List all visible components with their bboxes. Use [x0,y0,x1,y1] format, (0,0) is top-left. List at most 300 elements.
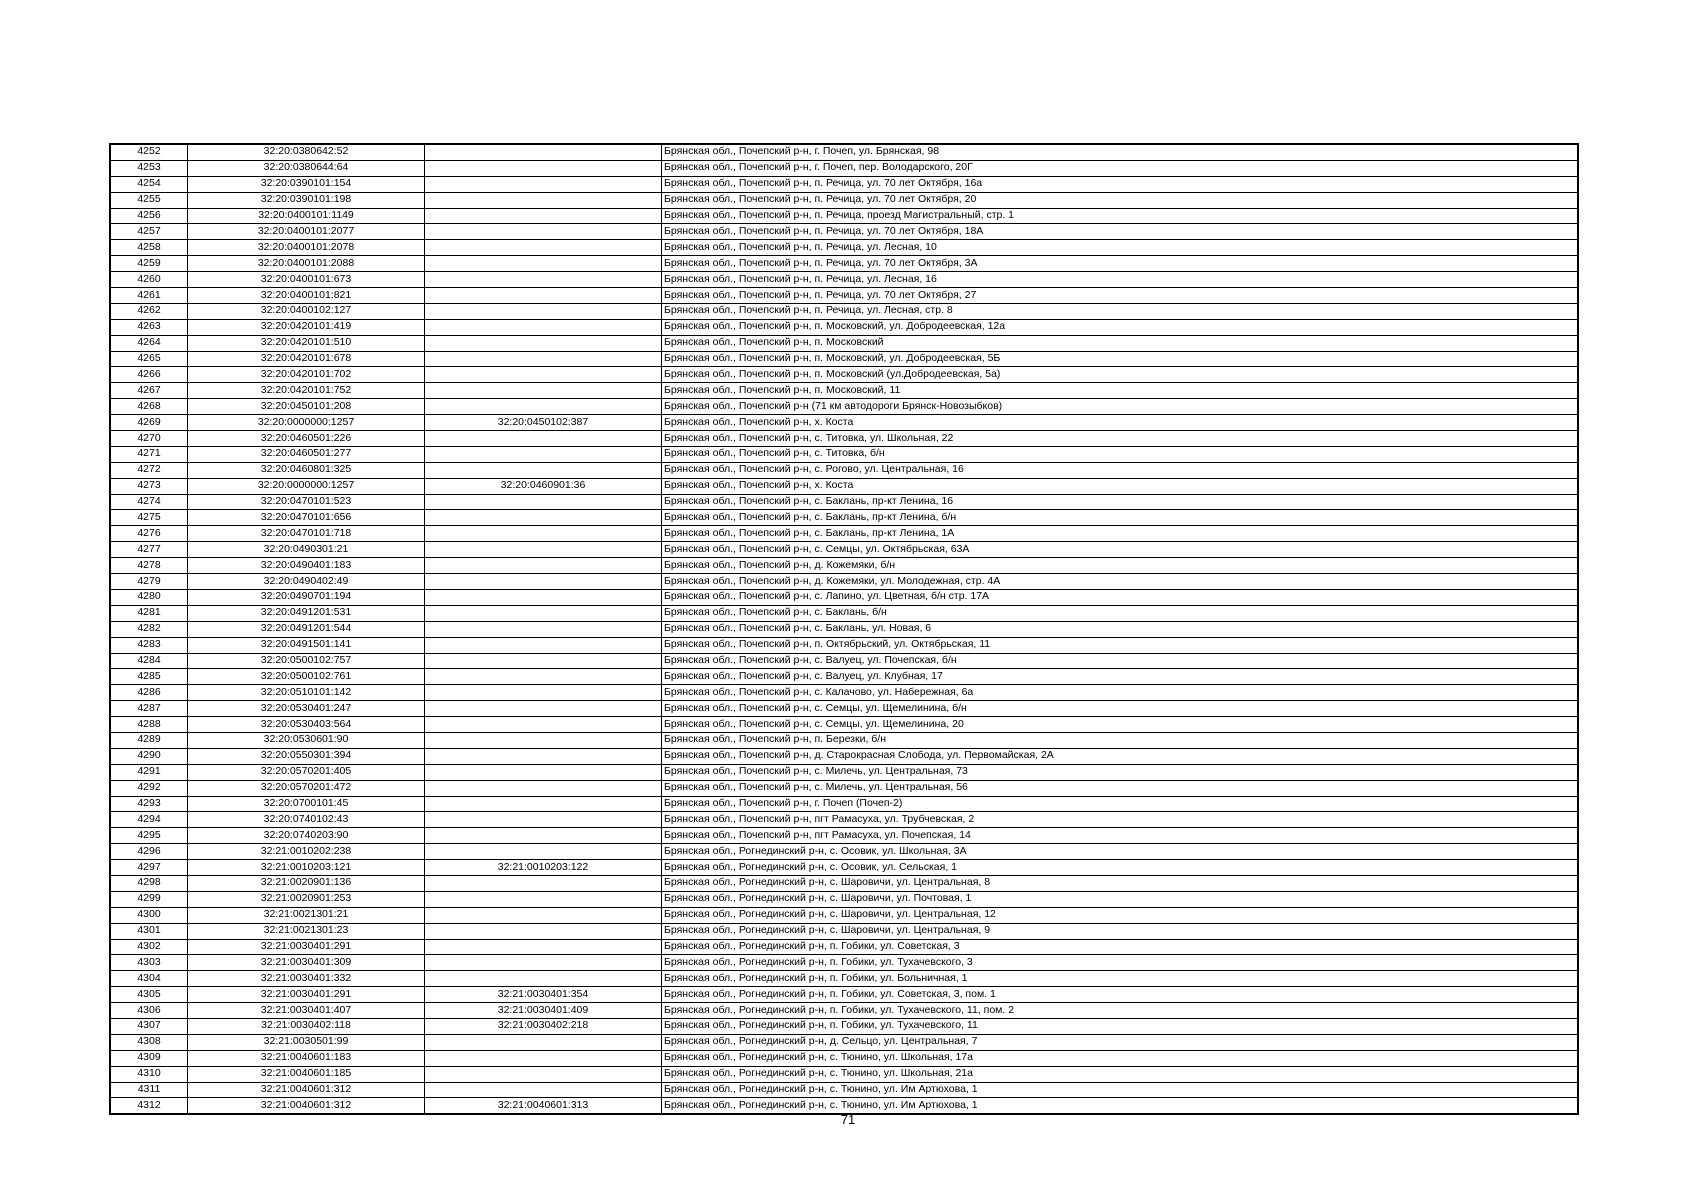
related-cadastral-number-cell [425,669,662,685]
related-cadastral-number-cell [425,621,662,637]
cadastral-number-cell: 32:21:0021301:21 [188,907,425,923]
address-cell: Брянская обл., Почепский р-н (71 км автодороги Брянск-Новозыбков) [662,399,1579,415]
table-row [110,526,1578,542]
cadastral-number-cell: 32:20:0491501:141 [188,637,425,653]
table-row [110,1034,1578,1050]
address-cell: Брянская обл., Почепский р-н, п. Речица, ул. 70 лет Октября, 27 [662,288,1579,304]
related-cadastral-number-cell [425,875,662,891]
cadastral-number-cell: 32:21:0030501:99 [188,1034,425,1050]
address-cell: Брянская обл., Почепский р-н, п. Речица, ул. 70 лет Октября, 18А [662,224,1579,240]
related-cadastral-number-cell [425,431,662,447]
row-number-cell: 4272 [110,462,188,478]
cadastral-number-cell: 32:21:0020901:136 [188,875,425,891]
related-cadastral-number-cell: 32:20:0460901:36 [425,478,662,494]
cadastral-number-cell: 32:20:0400101:821 [188,288,425,304]
address-cell: Брянская обл., Почепский р-н, с. Лапино, ул. Цветная, б/н стр. 17А [662,589,1579,605]
related-cadastral-number-cell [425,494,662,510]
row-number-cell: 4284 [110,653,188,669]
address-cell: Брянская обл., Почепский р-н, с. Баклань, пр-кт Ленина, б/н [662,510,1579,526]
address-cell: Брянская обл., Почепский р-н, с. Милечь, ул. Центральная, 73 [662,764,1579,780]
row-number-cell: 4289 [110,732,188,748]
table-row [110,589,1578,605]
cadastral-number-cell: 32:20:0500102:761 [188,669,425,685]
cadastral-number-cell: 32:20:0530401:247 [188,701,425,717]
address-cell: Брянская обл., Почепский р-н, с. Калачово, ул. Набережная, 6а [662,685,1579,701]
cadastral-number-cell: 32:21:0040601:312 [188,1082,425,1098]
table-row [110,621,1578,637]
table-row [110,208,1578,224]
table-row [110,144,1578,160]
related-cadastral-number-cell: 32:20:0450102:387 [425,415,662,431]
row-number-cell: 4295 [110,828,188,844]
cadastral-number-cell: 32:20:0570201:405 [188,764,425,780]
table-row [110,558,1578,574]
address-cell: Брянская обл., Почепский р-н, г. Почеп, пер. Володарского, 20Г [662,160,1579,176]
cadastral-number-cell: 32:21:0040601:183 [188,1050,425,1066]
row-number-cell: 4276 [110,526,188,542]
cadastral-number-cell: 32:20:0420101:752 [188,383,425,399]
related-cadastral-number-cell [425,224,662,240]
cadastral-number-cell: 32:20:0460501:277 [188,446,425,462]
cadastral-number-cell: 32:20:0420101:678 [188,351,425,367]
related-cadastral-number-cell [425,446,662,462]
table-row [110,478,1578,494]
address-cell: Брянская обл., Рогнединский р-н, с. Тюнино, ул. Школьная, 17а [662,1050,1579,1066]
row-number-cell: 4296 [110,844,188,860]
table-row [110,1018,1578,1034]
table-row [110,764,1578,780]
cadastral-number-cell: 32:20:0420101:419 [188,319,425,335]
related-cadastral-number-cell [425,891,662,907]
table-row [110,1066,1578,1082]
cadastral-number-cell: 32:20:0491201:544 [188,621,425,637]
related-cadastral-number-cell [425,367,662,383]
address-cell: Брянская обл., Рогнединский р-н, с. Тюнино, ул. Им Артюхова, 1 [662,1098,1579,1114]
related-cadastral-number-cell [425,701,662,717]
related-cadastral-number-cell [425,828,662,844]
table-row [110,923,1578,939]
row-number-cell: 4281 [110,605,188,621]
row-number-cell: 4264 [110,335,188,351]
table-row [110,780,1578,796]
cadastral-number-cell: 32:20:0400101:673 [188,272,425,288]
cadastral-number-cell: 32:20:0000000:1257 [188,415,425,431]
row-number-cell: 4265 [110,351,188,367]
cadastral-number-cell: 32:21:0040601:312 [188,1098,425,1114]
address-cell: Брянская обл., Почепский р-н, п. Речица, ул. 70 лет Октября, 16а [662,176,1579,192]
related-cadastral-number-cell [425,558,662,574]
table-row [110,653,1578,669]
row-number-cell: 4292 [110,780,188,796]
address-cell: Брянская обл., Почепский р-н, д. Старокрасная Слобода, ул. Первомайская, 2А [662,748,1579,764]
address-cell: Брянская обл., Почепский р-н, г. Почеп (Почеп-2) [662,796,1579,812]
cadastral-number-cell: 32:20:0400101:2088 [188,256,425,272]
address-cell: Брянская обл., Почепский р-н, п. Московский, ул. Добродеевская, 5Б [662,351,1579,367]
address-cell: Брянская обл., Почепский р-н, п. Московский (ул.Добродеевская, 5а) [662,367,1579,383]
table-row [110,431,1578,447]
related-cadastral-number-cell [425,685,662,701]
row-number-cell: 4278 [110,558,188,574]
cadastral-number-cell: 32:20:0400101:1149 [188,208,425,224]
cadastral-number-cell: 32:20:0380644:64 [188,160,425,176]
table-row [110,812,1578,828]
cadastral-number-cell: 32:20:0500102:757 [188,653,425,669]
table-row [110,955,1578,971]
table-row [110,732,1578,748]
address-cell: Брянская обл., Почепский р-н, п. Московский, 11 [662,383,1579,399]
row-number-cell: 4263 [110,319,188,335]
cadastral-number-cell: 32:20:0490701:194 [188,589,425,605]
related-cadastral-number-cell [425,1066,662,1082]
row-number-cell: 4273 [110,478,188,494]
table-row [110,272,1578,288]
table-row [110,224,1578,240]
row-number-cell: 4287 [110,701,188,717]
related-cadastral-number-cell [425,717,662,733]
related-cadastral-number-cell [425,939,662,955]
cadastral-number-cell: 32:21:0030402:118 [188,1018,425,1034]
address-cell: Брянская обл., Рогнединский р-н, с. Тюнино, ул. Школьная, 21а [662,1066,1579,1082]
row-number-cell: 4304 [110,971,188,987]
address-cell: Брянская обл., Рогнединский р-н, п. Гобики, ул. Больничная, 1 [662,971,1579,987]
row-number-cell: 4254 [110,176,188,192]
address-cell: Брянская обл., Рогнединский р-н, с. Шаровичи, ул. Центральная, 8 [662,875,1579,891]
table-row [110,637,1578,653]
address-cell: Брянская обл., Почепский р-н, п. Березки, б/н [662,732,1579,748]
address-cell: Брянская обл., Рогнединский р-н, с. Осовик, ул. Школьная, 3А [662,844,1579,860]
table-row [110,192,1578,208]
address-cell: Брянская обл., Рогнединский р-н, п. Гобики, ул. Советская, 3, пом. 1 [662,987,1579,1003]
table-row [110,256,1578,272]
related-cadastral-number-cell: 32:21:0030401:409 [425,1003,662,1019]
row-number-cell: 4255 [110,192,188,208]
cadastral-number-cell: 32:20:0470101:718 [188,526,425,542]
row-number-cell: 4309 [110,1050,188,1066]
address-cell: Брянская обл., Почепский р-н, д. Кожемяки, б/н [662,558,1579,574]
related-cadastral-number-cell [425,319,662,335]
table-row [110,462,1578,478]
cadastral-number-cell: 32:20:0460501:226 [188,431,425,447]
related-cadastral-number-cell [425,574,662,590]
cadastral-number-cell: 32:20:0740102:43 [188,812,425,828]
address-cell: Брянская обл., Почепский р-н, с. Баклань, пр-кт Ленина, 1А [662,526,1579,542]
address-cell: Брянская обл., Почепский р-н, с. Баклань, пр-кт Ленина, 16 [662,494,1579,510]
address-cell: Брянская обл., Почепский р-н, с. Семцы, ул. Щемелинина, 20 [662,717,1579,733]
row-number-cell: 4282 [110,621,188,637]
table-row [110,891,1578,907]
row-number-cell: 4277 [110,542,188,558]
row-number-cell: 4271 [110,446,188,462]
address-cell: Брянская обл., Рогнединский р-н, п. Гобики, ул. Тухачевского, 11, пом. 2 [662,1003,1579,1019]
row-number-cell: 4274 [110,494,188,510]
row-number-cell: 4267 [110,383,188,399]
related-cadastral-number-cell [425,240,662,256]
cadastral-number-cell: 32:20:0550301:394 [188,748,425,764]
table-row [110,701,1578,717]
page-number: 71 [840,1112,856,1127]
address-cell: Брянская обл., Почепский р-н, х. Коста [662,478,1579,494]
table-row [110,907,1578,923]
row-number-cell: 4298 [110,875,188,891]
row-number-cell: 4280 [110,589,188,605]
row-number-cell: 4270 [110,431,188,447]
table-row [110,685,1578,701]
cadastral-number-cell: 32:21:0030401:332 [188,971,425,987]
row-number-cell: 4291 [110,764,188,780]
row-number-cell: 4269 [110,415,188,431]
related-cadastral-number-cell [425,542,662,558]
related-cadastral-number-cell [425,955,662,971]
table-row [110,288,1578,304]
table-row [110,875,1578,891]
cadastral-number-cell: 32:20:0490301:21 [188,542,425,558]
table-row [110,860,1578,876]
address-cell: Брянская обл., Рогнединский р-н, с. Шаровичи, ул. Почтовая, 1 [662,891,1579,907]
table-row [110,844,1578,860]
cadastral-number-cell: 32:20:0740203:90 [188,828,425,844]
cadastral-number-cell: 32:21:0030401:291 [188,987,425,1003]
row-number-cell: 4252 [110,144,188,160]
related-cadastral-number-cell [425,1034,662,1050]
cadastral-number-cell: 32:20:0380642:52 [188,144,425,160]
related-cadastral-number-cell [425,510,662,526]
address-cell: Брянская обл., Почепский р-н, пгт Рамасуха, ул. Почепская, 14 [662,828,1579,844]
table-row [110,1050,1578,1066]
address-cell: Брянская обл., Рогнединский р-н, п. Гобики, ул. Советская, 3 [662,939,1579,955]
row-number-cell: 4307 [110,1018,188,1034]
related-cadastral-number-cell [425,780,662,796]
cadastral-number-cell: 32:20:0460801:325 [188,462,425,478]
related-cadastral-number-cell [425,208,662,224]
address-cell: Брянская обл., Почепский р-н, с. Рогово, ул. Центральная, 16 [662,462,1579,478]
cadastral-number-cell: 32:21:0010202:238 [188,844,425,860]
row-number-cell: 4285 [110,669,188,685]
related-cadastral-number-cell [425,176,662,192]
address-cell: Брянская обл., Почепский р-н, д. Кожемяки, ул. Молодежная, стр. 4А [662,574,1579,590]
address-cell: Брянская обл., Почепский р-н, п. Речица, ул. 70 лет Октября, 20 [662,192,1579,208]
cadastral-number-cell: 32:20:0390101:154 [188,176,425,192]
related-cadastral-number-cell [425,637,662,653]
cadastral-number-cell: 32:20:0400102:127 [188,303,425,319]
table-row [110,828,1578,844]
cadastral-number-cell: 32:20:0510101:142 [188,685,425,701]
table-row [110,415,1578,431]
address-cell: Брянская обл., Почепский р-н, г. Почеп, ул. Брянская, 98 [662,144,1579,160]
address-cell: Брянская обл., Почепский р-н, п. Московский, ул. Добродеевская, 12а [662,319,1579,335]
table-row [110,367,1578,383]
related-cadastral-number-cell [425,605,662,621]
cadastral-number-cell: 32:20:0490401:183 [188,558,425,574]
address-cell: Брянская обл., Рогнединский р-н, п. Гобики, ул. Тухачевского, 3 [662,955,1579,971]
table-row [110,574,1578,590]
table-row [110,510,1578,526]
table-row [110,160,1578,176]
related-cadastral-number-cell: 32:21:0010203:122 [425,860,662,876]
related-cadastral-number-cell [425,272,662,288]
table-row [110,303,1578,319]
cadastral-number-cell: 32:21:0030401:309 [188,955,425,971]
row-number-cell: 4286 [110,685,188,701]
table-body [110,144,1578,1114]
row-number-cell: 4279 [110,574,188,590]
related-cadastral-number-cell [425,589,662,605]
related-cadastral-number-cell [425,303,662,319]
address-cell: Брянская обл., Рогнединский р-н, п. Гобики, ул. Тухачевского, 11 [662,1018,1579,1034]
row-number-cell: 4290 [110,748,188,764]
cadastral-number-cell: 32:21:0021301:23 [188,923,425,939]
related-cadastral-number-cell [425,971,662,987]
table-row [110,319,1578,335]
table-row [110,748,1578,764]
table-row [110,335,1578,351]
related-cadastral-number-cell [425,288,662,304]
cadastral-number-cell: 32:20:0570201:472 [188,780,425,796]
table-row [110,796,1578,812]
table-row [110,1082,1578,1098]
table-row [110,717,1578,733]
row-number-cell: 4300 [110,907,188,923]
cadastral-number-cell: 32:20:0000000:1257 [188,478,425,494]
related-cadastral-number-cell [425,335,662,351]
related-cadastral-number-cell [425,383,662,399]
table-row [110,494,1578,510]
cadastral-number-cell: 32:20:0530403:564 [188,717,425,733]
row-number-cell: 4312 [110,1098,188,1114]
related-cadastral-number-cell [425,144,662,160]
address-cell: Брянская обл., Почепский р-н, п. Речица, ул. Лесная, стр. 8 [662,303,1579,319]
row-number-cell: 4261 [110,288,188,304]
address-cell: Брянская обл., Почепский р-н, с. Баклань, ул. Новая, 6 [662,621,1579,637]
related-cadastral-number-cell [425,399,662,415]
row-number-cell: 4258 [110,240,188,256]
row-number-cell: 4294 [110,812,188,828]
row-number-cell: 4253 [110,160,188,176]
address-cell: Брянская обл., Рогнединский р-н, с. Тюнино, ул. Им Артюхова, 1 [662,1082,1579,1098]
cadastral-number-cell: 32:20:0470101:656 [188,510,425,526]
cadastral-number-cell: 32:20:0490402:49 [188,574,425,590]
related-cadastral-number-cell [425,192,662,208]
address-cell: Брянская обл., Почепский р-н, с. Валуец, ул. Почепская, б/н [662,653,1579,669]
address-cell: Брянская обл., Почепский р-н, п. Октябрьский, ул. Октябрьская, 11 [662,637,1579,653]
related-cadastral-number-cell [425,526,662,542]
row-number-cell: 4257 [110,224,188,240]
row-number-cell: 4268 [110,399,188,415]
table-row [110,446,1578,462]
related-cadastral-number-cell [425,923,662,939]
cadastral-number-cell: 32:20:0530601:90 [188,732,425,748]
row-number-cell: 4305 [110,987,188,1003]
registry-table [109,143,1579,1115]
address-cell: Брянская обл., Почепский р-н, с. Семцы, ул. Октябрьская, 63А [662,542,1579,558]
address-cell: Брянская обл., Почепский р-н, с. Милечь, ул. Центральная, 56 [662,780,1579,796]
cadastral-number-cell: 32:20:0420101:702 [188,367,425,383]
row-number-cell: 4297 [110,860,188,876]
address-cell: Брянская обл., Почепский р-н, п. Речица, ул. Лесная, 16 [662,272,1579,288]
cadastral-number-cell: 32:20:0450101:208 [188,399,425,415]
related-cadastral-number-cell [425,732,662,748]
address-cell: Брянская обл., Почепский р-н, п. Речица, ул. 70 лет Октября, 3А [662,256,1579,272]
table-row [110,605,1578,621]
related-cadastral-number-cell [425,796,662,812]
related-cadastral-number-cell [425,462,662,478]
cadastral-number-cell: 32:20:0390101:198 [188,192,425,208]
related-cadastral-number-cell [425,1050,662,1066]
related-cadastral-number-cell [425,812,662,828]
address-cell: Брянская обл., Почепский р-н, с. Титовка, б/н [662,446,1579,462]
row-number-cell: 4301 [110,923,188,939]
address-cell: Брянская обл., Почепский р-н, пгт Рамасуха, ул. Трубчевская, 2 [662,812,1579,828]
cadastral-number-cell: 32:20:0420101:510 [188,335,425,351]
row-number-cell: 4299 [110,891,188,907]
row-number-cell: 4311 [110,1082,188,1098]
row-number-cell: 4310 [110,1066,188,1082]
table-row [110,939,1578,955]
row-number-cell: 4303 [110,955,188,971]
row-number-cell: 4308 [110,1034,188,1050]
cadastral-number-cell: 32:20:0470101:523 [188,494,425,510]
address-cell: Брянская обл., Почепский р-н, с. Семцы, ул. Щемелинина, б/н [662,701,1579,717]
row-number-cell: 4306 [110,1003,188,1019]
address-cell: Брянская обл., Почепский р-н, п. Речица, проезд Магистральный, стр. 1 [662,208,1579,224]
table-row [110,351,1578,367]
related-cadastral-number-cell [425,764,662,780]
address-cell: Брянская обл., Рогнединский р-н, с. Шаровичи, ул. Центральная, 12 [662,907,1579,923]
address-cell: Брянская обл., Почепский р-н, х. Коста [662,415,1579,431]
related-cadastral-number-cell [425,351,662,367]
related-cadastral-number-cell [425,160,662,176]
cadastral-number-cell: 32:20:0400101:2077 [188,224,425,240]
table-row [110,240,1578,256]
row-number-cell: 4266 [110,367,188,383]
cadastral-number-cell: 32:20:0400101:2078 [188,240,425,256]
related-cadastral-number-cell [425,256,662,272]
cadastral-number-cell: 32:21:0010203:121 [188,860,425,876]
address-cell: Брянская обл., Почепский р-н, с. Баклань, б/н [662,605,1579,621]
table-row [110,987,1578,1003]
cadastral-number-cell: 32:20:0700101:45 [188,796,425,812]
address-cell: Брянская обл., Рогнединский р-н, д. Сельцо, ул. Центральная, 7 [662,1034,1579,1050]
cadastral-number-cell: 32:20:0491201:531 [188,605,425,621]
row-number-cell: 4288 [110,717,188,733]
related-cadastral-number-cell [425,748,662,764]
row-number-cell: 4260 [110,272,188,288]
related-cadastral-number-cell [425,907,662,923]
row-number-cell: 4293 [110,796,188,812]
table-row [110,176,1578,192]
address-cell: Брянская обл., Почепский р-н, п. Речица, ул. Лесная, 10 [662,240,1579,256]
address-cell: Брянская обл., Почепский р-н, с. Валуец, ул. Клубная, 17 [662,669,1579,685]
address-cell: Брянская обл., Почепский р-н, п. Московский [662,335,1579,351]
table-row [110,1003,1578,1019]
related-cadastral-number-cell [425,844,662,860]
cadastral-number-cell: 32:21:0040601:185 [188,1066,425,1082]
related-cadastral-number-cell: 32:21:0040601:313 [425,1098,662,1114]
table-row [110,542,1578,558]
row-number-cell: 4275 [110,510,188,526]
related-cadastral-number-cell: 32:21:0030401:354 [425,987,662,1003]
table-row [110,669,1578,685]
related-cadastral-number-cell [425,653,662,669]
row-number-cell: 4262 [110,303,188,319]
related-cadastral-number-cell [425,1082,662,1098]
cadastral-number-cell: 32:21:0030401:291 [188,939,425,955]
cadastral-number-cell: 32:21:0030401:407 [188,1003,425,1019]
table-row [110,383,1578,399]
address-cell: Брянская обл., Рогнединский р-н, с. Шаровичи, ул. Центральная, 9 [662,923,1579,939]
row-number-cell: 4283 [110,637,188,653]
row-number-cell: 4256 [110,208,188,224]
cadastral-number-cell: 32:21:0020901:253 [188,891,425,907]
